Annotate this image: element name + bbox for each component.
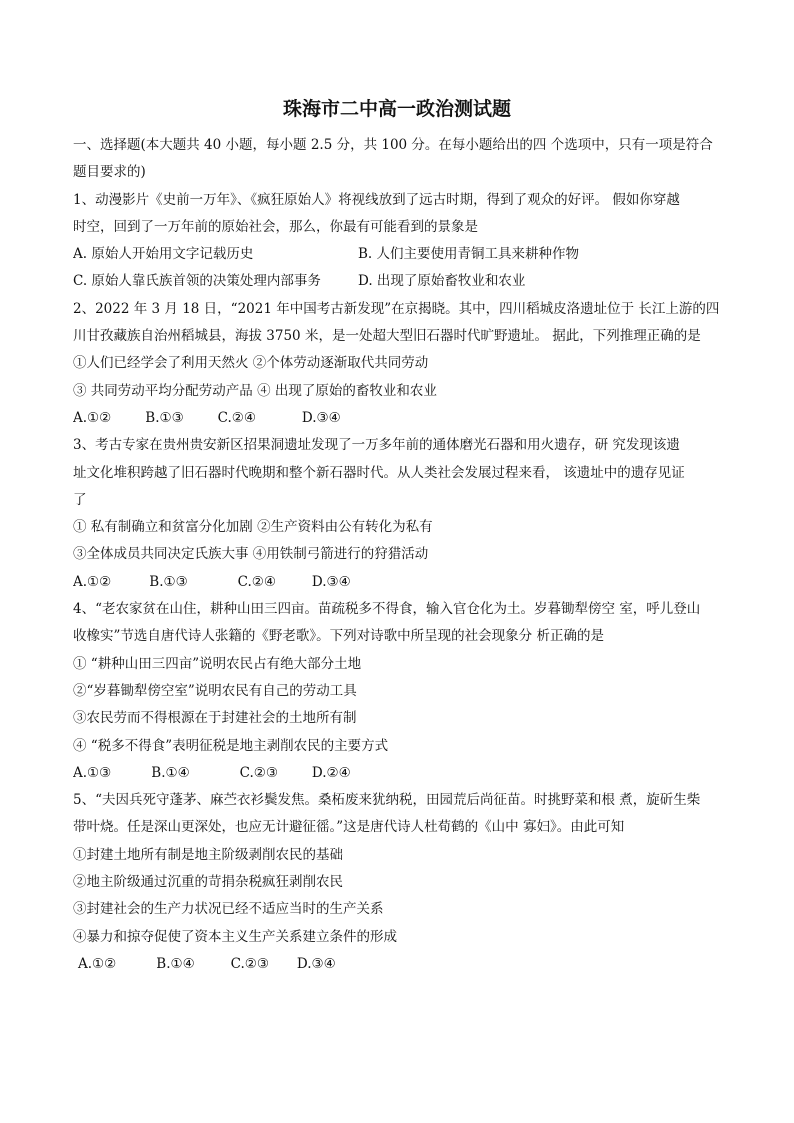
- section-instruction: 一、选择题(本大题共 40 小题，每小题 2.5 分，共 100 分。在每小题给出的四 个选项中，只有一项是符合: [73, 137, 713, 153]
- answer-d: D.③④: [301, 409, 341, 426]
- question-stem: 5、“夫因兵死守蓬茅、麻苎衣衫鬓发焦。桑柘废来犹纳税，田园荒后尚征苗。时挑野菜和根 煮，旋斫生柴: [73, 792, 701, 809]
- answer-b: B.①④: [156, 955, 195, 972]
- answer-row: [73, 760, 723, 787]
- question-5: [73, 787, 723, 978]
- option-a: A. 原始人开始用文字记载历史: [73, 246, 254, 263]
- statement-row: ①封建土地所有制是地主阶级剥削农民的基础: [73, 846, 343, 863]
- answer-a: A.①②: [73, 573, 112, 590]
- answer-a: A.①③: [73, 764, 112, 781]
- question-4: [73, 596, 723, 787]
- question-stem: 时空，回到了一万年前的原始社会，那么，你最有可能看到的景象是: [73, 218, 478, 235]
- answer-b: B.①③: [149, 573, 188, 590]
- statement-row: ① 私有制确立和贫富分化加剧 ②生产资料由公有转化为私有: [73, 519, 433, 536]
- statement-row: ③全体成员共同决定氏族大事 ④用铁制弓箭进行的狩猎活动: [73, 546, 429, 563]
- question-stem: 2、2022 年 3 月 18 日，“2021 年中国考古新发现”在京揭晓。其中，四川稻城皮洛遗址位于 长江上游的四: [73, 300, 720, 317]
- statement-row: ②地主阶级通过沉重的苛捐杂税疯狂剥削农民: [73, 874, 343, 891]
- question-stem: 收橡实”节选自唐代诗人张籍的《野老歌》。下列对诗歌中所呈现的社会现象分 析正确的是: [73, 628, 604, 645]
- answer-a: A.①②: [73, 409, 112, 426]
- answer-c: C.②③: [230, 955, 269, 972]
- question-2: [73, 296, 723, 432]
- document-body: [73, 132, 723, 978]
- answer-d: D.②④: [311, 764, 351, 781]
- statement-row: ③农民劳而不得根源在于封建社会的土地所有制: [73, 710, 357, 727]
- question-stem: 了: [73, 491, 87, 508]
- answer-row: [73, 569, 723, 596]
- page-title: 珠海市二中高一政治测试题: [282, 98, 511, 120]
- statement-row: ① “耕种山田三四亩”说明农民占有绝大部分土地: [73, 655, 362, 672]
- answer-c: C.②③: [239, 764, 278, 781]
- answer-d: D.③④: [311, 573, 351, 590]
- question-stem: 川甘孜藏族自治州稻城县，海拔 3750 米，是一处超大型旧石器时代旷野遗址。 据此，下列推理正确的是: [73, 328, 701, 345]
- option-b: B. 人们主要使用青铜工具来耕种作物: [358, 246, 580, 263]
- answer-b: B.①③: [145, 409, 184, 426]
- answer-a: A.①②: [78, 955, 117, 972]
- statement-row: ③封建社会的生产力状况已经不适应当时的生产关系: [73, 901, 384, 918]
- question-stem: 4、“老农家贫在山住，耕种山田三四亩。苗疏税多不得食，输入官仓化为土。岁暮锄犁傍空 室，呼儿登山: [73, 601, 701, 618]
- answer-row: [73, 405, 723, 432]
- option-d: D. 出现了原始畜牧业和农业: [358, 273, 526, 290]
- question-stem: 址文化堆积跨越了旧石器时代晚期和整个新石器时代。从人类社会发展过程来看， 该遗址中的遗存见证: [73, 464, 685, 481]
- option-c: C. 原始人靠氏族首领的决策处理内部事务: [73, 273, 321, 290]
- option-row: [73, 241, 723, 268]
- answer-c: C.②④: [237, 573, 276, 590]
- section-instruction: 题目要求的): [73, 164, 146, 181]
- answer-d: D.③④: [296, 955, 336, 972]
- question-stem: 1、动漫影片《史前一万年》、《疯狂原始人》将视线放到了远古时期，得到了观众的好评。 假如你穿越: [73, 191, 680, 208]
- question-3: [73, 432, 723, 596]
- statement-row: ③ 共同劳动平均分配劳动产品 ④ 出现了原始的畜牧业和农业: [73, 382, 437, 399]
- question-1: [73, 187, 723, 296]
- statement-row: ④暴力和掠夺促使了资本主义生产关系建立条件的形成: [73, 928, 397, 945]
- question-stem: 3、考古专家在贵州贵安新区招果洞遗址发现了一万多年前的通体磨光石器和用火遗存，研 究发现该遗: [73, 437, 680, 454]
- statement-row: ②“岁暮锄犁傍空室”说明农民有自己的劳动工具: [73, 682, 357, 699]
- answer-b: B.①④: [151, 764, 190, 781]
- answer-c: C.②④: [217, 409, 256, 426]
- statement-row: ④ “税多不得食”表明征税是地主剥削农民的主要方式: [73, 737, 389, 754]
- statement-row: ①人们已经学会了利用天然火 ②个体劳动逐渐取代共同劳动: [73, 355, 429, 372]
- question-stem: 带叶烧。任是深山更深处，也应无计避征徭。”这是唐代诗人杜荀鹤的《山中 寡妇》。由此可知: [73, 819, 625, 836]
- answer-row: [73, 951, 723, 978]
- option-row: [73, 268, 723, 295]
